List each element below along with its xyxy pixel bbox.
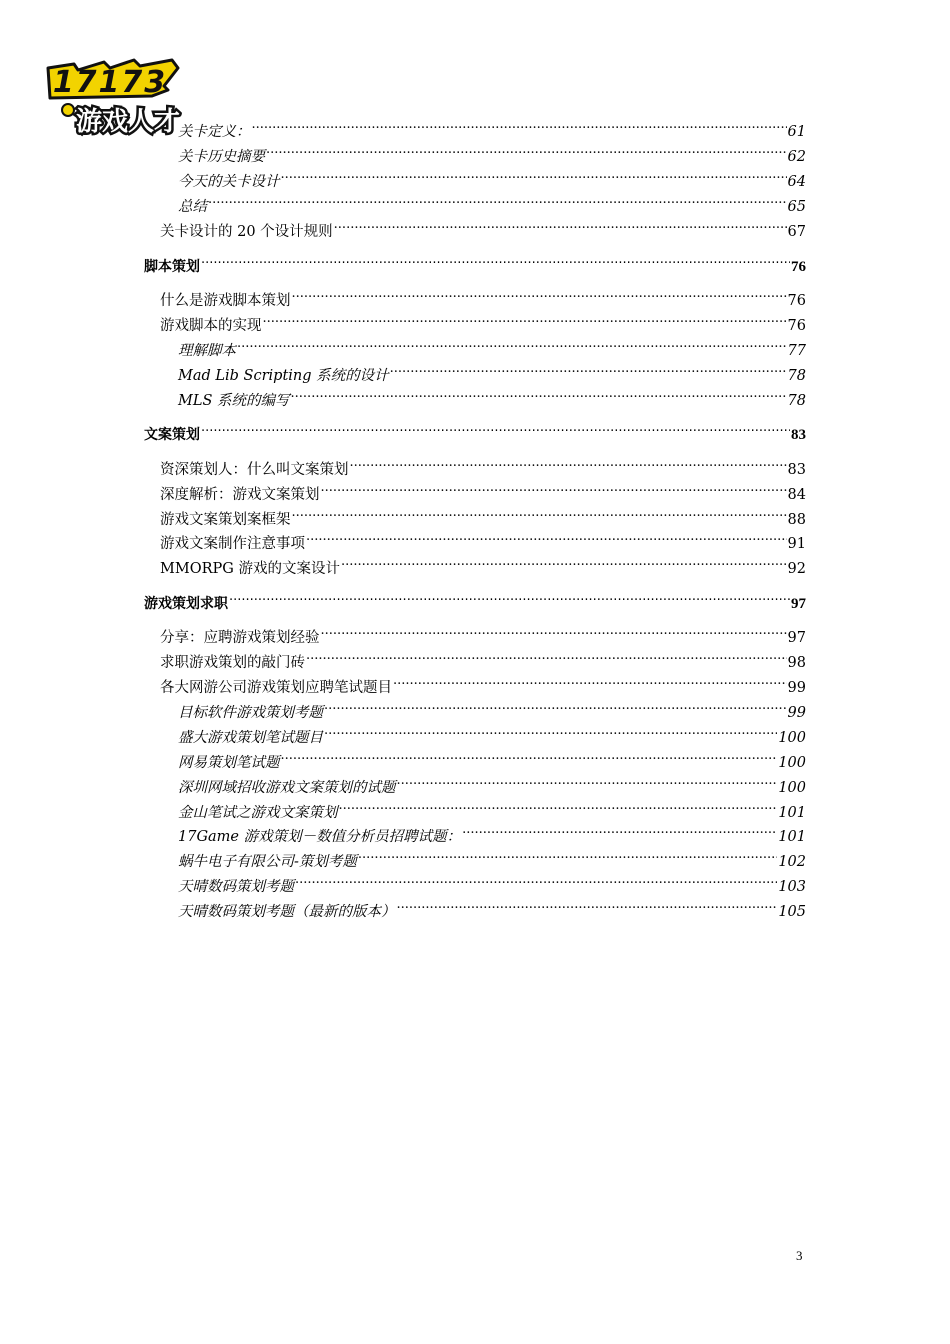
toc-entry[interactable] <box>160 481 806 503</box>
toc-entry[interactable] <box>160 506 806 528</box>
toc-entry-page: 97 <box>787 630 806 646</box>
toc-entry[interactable] <box>178 193 806 215</box>
toc-entry-title: 网易策划笔试题 <box>178 755 280 771</box>
toc-entry-title: 脚本策划 <box>144 259 200 275</box>
toc-leader-dots <box>266 143 787 161</box>
toc-leader-dots <box>291 387 787 405</box>
toc-entry-page: 98 <box>787 655 806 671</box>
toc-entry-page: 67 <box>787 224 806 240</box>
toc-entry-title: 求职游戏策划的敲门砖 <box>160 655 305 671</box>
toc-leader-dots <box>390 362 787 380</box>
toc-entry-title: 什么是游戏脚本策划 <box>160 293 291 309</box>
toc-entry[interactable] <box>178 387 806 409</box>
toc-entry-title: 今天的关卡设计 <box>178 174 280 190</box>
toc-leader-dots <box>229 590 790 608</box>
toc-entry-title: MMORPG 游戏的文案设计 <box>160 561 340 577</box>
toc-leader-dots <box>252 118 787 136</box>
toc-entry-page: 62 <box>787 149 806 165</box>
page-number: 3 <box>796 1248 803 1263</box>
toc-leader-dots <box>393 674 787 692</box>
toc-leader-dots <box>292 287 787 305</box>
toc-entry[interactable] <box>178 118 806 140</box>
toc-entry-title: 天晴数码策划考题（最新的版本） <box>178 904 396 920</box>
toc-leader-dots <box>292 506 787 524</box>
toc-entry[interactable] <box>178 898 806 920</box>
toc-entry-title: 总结 <box>178 199 207 215</box>
toc-entry[interactable] <box>160 530 806 552</box>
toc-entry-page: 100 <box>778 780 806 796</box>
toc-entry-title: 目标软件游戏策划考题 <box>178 705 323 721</box>
toc-leader-dots <box>358 848 777 866</box>
toc-leader-dots <box>321 481 787 499</box>
toc-entry-title: 游戏策划求职 <box>144 596 228 612</box>
toc-entry-page: 105 <box>778 904 806 920</box>
toc-entry[interactable] <box>160 624 806 646</box>
toc-entry[interactable] <box>178 749 806 771</box>
toc-entry[interactable] <box>178 848 806 870</box>
toc-entry-title: MLS 系统的编写 <box>178 393 290 409</box>
toc-section-heading[interactable] <box>144 253 806 275</box>
toc-leader-dots <box>334 218 787 236</box>
toc-entry-page: 100 <box>778 755 806 771</box>
toc-entry-page: 76 <box>787 318 806 334</box>
toc-leader-dots <box>295 873 777 891</box>
toc-entry-page: 83 <box>791 427 806 443</box>
toc-leader-dots <box>263 312 787 330</box>
toc-entry-page: 78 <box>787 368 806 384</box>
toc-entry[interactable] <box>178 143 806 165</box>
toc-entry-title: 关卡设计的 20 个设计规则 <box>160 224 333 240</box>
toc-entry-title: 深圳网域招收游戏文案策划的试题 <box>178 780 396 796</box>
logo-17173-game-talent <box>44 56 204 140</box>
toc-entry[interactable] <box>160 218 806 240</box>
toc-entry[interactable] <box>160 649 806 671</box>
toc-entry-page: 100 <box>778 730 806 746</box>
toc-entry-title: 理解脚本 <box>178 343 236 359</box>
toc-entry-page: 103 <box>778 879 806 895</box>
toc-leader-dots <box>208 193 787 211</box>
toc-entry-page: 76 <box>787 293 806 309</box>
toc-entry-title: 关卡历史摘要 <box>178 149 265 165</box>
toc-entry[interactable] <box>178 724 806 746</box>
toc-entry-page: 97 <box>791 596 806 612</box>
toc-entry-page: 84 <box>787 487 806 503</box>
toc-entry-title: 盛大游戏策划笔试题目 <box>178 730 323 746</box>
toc-entry[interactable] <box>160 555 806 577</box>
toc-entry-title: 各大网游公司游戏策划应聘笔试题目 <box>160 680 392 696</box>
toc-entry-page: 83 <box>787 462 806 478</box>
toc-entry-page: 101 <box>778 805 806 821</box>
toc-entry-page: 92 <box>787 561 806 577</box>
toc-entry[interactable] <box>160 287 806 309</box>
toc-entry-page: 99 <box>787 705 806 721</box>
toc-entry-title: 文案策划 <box>144 427 200 443</box>
toc-entry[interactable] <box>160 456 806 478</box>
toc-entry-title: 深度解析：游戏文案策划 <box>160 487 320 503</box>
toc-entry-page: 61 <box>787 124 806 140</box>
toc-entry-title: 游戏文案制作注意事项 <box>160 536 305 552</box>
toc-leader-dots <box>201 253 790 271</box>
toc-entry[interactable] <box>178 168 806 190</box>
toc-entry[interactable] <box>178 774 806 796</box>
toc-leader-dots <box>306 530 787 548</box>
toc-leader-dots <box>350 456 787 474</box>
toc-entry[interactable] <box>178 699 806 721</box>
toc-entry-title: 关卡定义： <box>178 124 251 140</box>
toc-entry-page: 77 <box>787 343 806 359</box>
toc-leader-dots <box>237 337 787 355</box>
toc-entry-page: 64 <box>787 174 806 190</box>
toc-entry[interactable] <box>178 362 806 384</box>
toc-leader-dots <box>324 699 787 717</box>
toc-entry-page: 78 <box>787 393 806 409</box>
toc-entry[interactable] <box>178 823 806 845</box>
toc-entry-page: 102 <box>778 854 806 870</box>
toc-entry-page: 101 <box>778 829 806 845</box>
toc-leader-dots <box>324 724 777 742</box>
toc-entry[interactable] <box>178 799 806 821</box>
logo-mascot-icon <box>62 104 74 116</box>
toc-entry[interactable] <box>160 674 806 696</box>
toc-leader-dots <box>339 799 778 817</box>
toc-leader-dots <box>321 624 787 642</box>
toc-entry-title: 游戏脚本的实现 <box>160 318 262 334</box>
toc-entry-title: 金山笔试之游戏文案策划 <box>178 805 338 821</box>
toc-entry-page: 91 <box>787 536 806 552</box>
toc-leader-dots <box>397 774 778 792</box>
toc-section-heading[interactable] <box>144 590 806 612</box>
toc-leader-dots <box>281 168 787 186</box>
toc-entry-title: 分享：应聘游戏策划经验 <box>160 630 320 646</box>
toc-entry[interactable] <box>178 873 806 895</box>
logo-caption-text: 游戏人才 <box>76 107 181 137</box>
toc-entry[interactable] <box>178 337 806 359</box>
toc-entry[interactable] <box>160 312 806 334</box>
toc-entry-page: 65 <box>787 199 806 215</box>
toc-entry-page: 76 <box>791 259 806 275</box>
toc-entry-title: 天晴数码策划考题 <box>178 879 294 895</box>
toc-leader-dots <box>462 823 777 841</box>
logo-number-text: 17173 <box>52 65 168 100</box>
toc-leader-dots <box>201 421 790 439</box>
toc-leader-dots <box>281 749 778 767</box>
toc-entry-page: 88 <box>787 512 806 528</box>
toc-entry-title: 游戏文案策划案框架 <box>160 512 291 528</box>
toc-leader-dots <box>306 649 787 667</box>
toc-entry-page: 99 <box>787 680 806 696</box>
toc-entry-title: 蜗牛电子有限公司-策划考题 <box>178 854 357 870</box>
toc-entry-title: Mad Lib Scripting 系统的设计 <box>178 368 389 384</box>
toc-leader-dots <box>397 898 778 916</box>
toc-entry-title: 17Game 游戏策划－数值分析员招聘试题： <box>178 829 462 845</box>
toc-entry-title: 资深策划人：什么叫文案策划 <box>160 462 349 478</box>
toc-section-heading[interactable] <box>144 421 806 443</box>
toc-leader-dots <box>341 555 787 573</box>
